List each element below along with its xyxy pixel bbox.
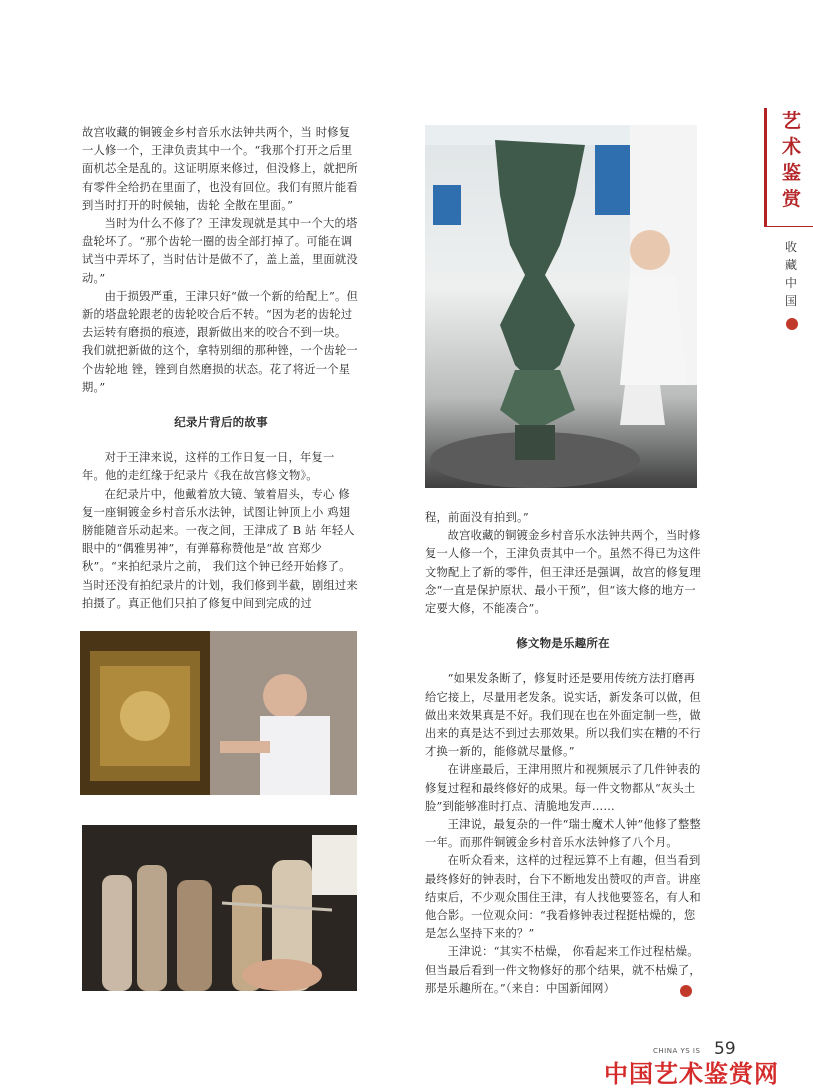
paragraph: 故宫收藏的铜镀金乡村音乐水法钟共两个，当 时修复一人修一个，王津负责其中一个。“我那个打开之后里面机芯全是乱的。这证明原来修过，但没修上，就把所有零件全给扔在里面了，也没有回位。我们有照片能看到当时打开的时候轴，齿轮 全散在里面。” (82, 126, 358, 212)
paragraph: 由于损毁严重，王津只好“做一个新的给配上”。但新的塔盘轮跟老的齿轮咬合后不转。“因为老的齿轮过去运转有磨损的痕迹，跟新做出来的咬合不到一块。 我们就把新做的这个，拿特别细的那种锉，一个齿轮一个齿轮地 锉，锉到自然磨损的状态。花了将近一个星期。” (82, 289, 358, 394)
left-column (82, 124, 360, 613)
seal-icon (786, 318, 798, 330)
magazine-name: CHINA YS IS (653, 1047, 701, 1055)
paragraph: 王津说，最复杂的一件“瑞士魔术人钟”他修了整整一年。而那件铜镀金乡村音乐水法钟修了八个月。 (425, 818, 701, 850)
column-char: 中 (784, 276, 797, 290)
section-heading: 纪录片背后的故事 (174, 415, 268, 430)
section-char: 艺 (781, 110, 801, 132)
photo-illustration (425, 125, 697, 488)
photo-illustration (82, 825, 357, 991)
photo-restorer-clock (80, 631, 357, 795)
paragraph: 王津说：“其实不枯燥， 你看起来工作过程枯燥。但当最后看到一件文物修好的那个结果，就不枯燥了，那是乐趣所在。”（来自：中国新闻网） (425, 945, 701, 995)
paragraph: 在讲座最后，王津用照片和视频展示了几件钟表的修复过程和最终修好的成果。每一件文物都从“灰头土脸”到能够准时打点、清脆地发声…… (425, 763, 701, 813)
watermark-text: 中国艺术鉴赏网 (604, 1060, 779, 1088)
photo-illustration (80, 631, 357, 795)
column-name-vertical (780, 238, 802, 310)
column-char: 藏 (784, 258, 797, 272)
paragraph: 在听众看来，这样的过程远算不上有趣，但当看到最终修好的钟表时，台下不断地发出赞叹的声音。讲座结束后，不少观众围住王津，有人找他要签名，有人和他合影。一位观众问：“我看修钟表过程挺枯燥的，您是怎么坚持下来的？” (425, 854, 701, 941)
paragraph: 故宫收藏的铜镀金乡村音乐水法钟共两个，当时修复一人修一个，王津负责其中一个。虽然不得已为这件文物配上了新的零件，但王津还是强调，故宫的修复理念“一直是保护原状、最小干预”，但“该大修的地方一定要大修，不能凑合”。 (425, 529, 701, 616)
section-title-vertical (764, 108, 813, 227)
photo-restorer-figurines (82, 825, 357, 991)
paragraph: “如果发条断了，修复时还是要用传统方法打磨再给它接上，尽量用老发条。说实话，新发条可以做，但做出来效果真是不好。我们现在也在外面定制一些，做出来的真是达不到过去那效果。所以我们实在糟的不行才换一新的，能修就尽量修。” (425, 672, 701, 759)
paragraph: 对于王津来说，这样的工作日复一日，年复一 年。他的走红缘于纪录片《我在故宫修文物》。 (82, 451, 335, 483)
right-column (425, 509, 701, 998)
paragraph: 程，前面没有拍到。” (425, 511, 529, 524)
seal-icon (680, 985, 692, 997)
section-heading: 修文物是乐趣所在 (516, 636, 610, 651)
page-number: 59 (714, 1039, 736, 1059)
paragraph: 当时为什么不修了？王津发现就是其中一个大的塔盘轮坏了。“那个齿轮一圈的齿全部打掉了。可能在调试当中弄坏了，当时估计是做不了，盖上盖，里面就没动。” (82, 217, 358, 285)
photo-bronze-bell-restorer (425, 125, 697, 488)
column-char: 国 (784, 294, 797, 308)
section-char: 赏 (781, 188, 801, 210)
section-char: 鉴 (781, 162, 801, 184)
section-char: 术 (781, 136, 801, 158)
paragraph: 在纪录片中，他戴着放大镜、皱着眉头，专心 修复一座铜镀金乡村音乐水法钟，试图让钟顶上小 鸡翅膀能随音乐动起来。一夜之间，王津成了 B 站 年轻人眼中的“偶雅男神”，有弹幕称赞他是“故 宫郑少秋”。“来拍纪录片之前， 我们这个钟已经开始修了。当时还没有拍纪录片的计划，我们修到半截，剧组过来拍摄了。真正他们只拍了修复中间到完成的过 (82, 487, 358, 610)
column-char: 收 (784, 240, 797, 254)
